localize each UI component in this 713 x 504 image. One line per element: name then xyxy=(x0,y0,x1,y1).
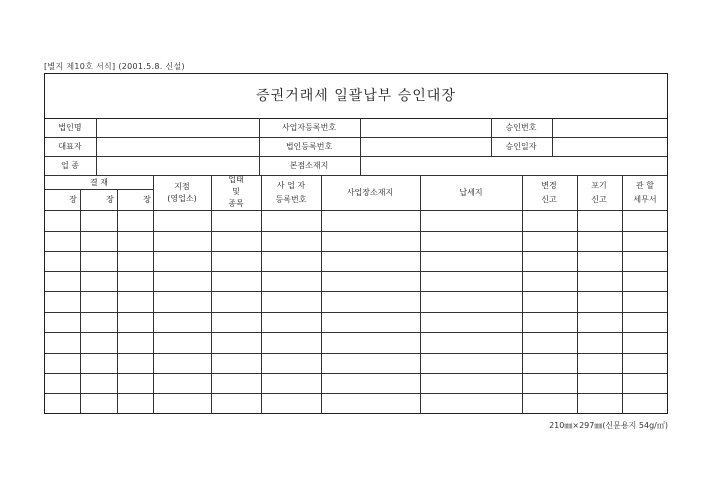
paper-spec: 210㎜×297㎜(신문용지 54g/㎡) xyxy=(549,421,668,430)
label-biz-reg-no: 사업자등록번호 xyxy=(281,123,337,132)
info-col-line xyxy=(360,118,361,175)
info-row-line xyxy=(45,137,667,138)
table-row-line xyxy=(45,231,667,232)
info-col-line xyxy=(96,118,97,175)
form-note: [별지 제10호 서식] (2001.5.8. 신설) xyxy=(44,62,185,71)
info-row-line xyxy=(45,175,667,176)
info-col-line xyxy=(259,118,260,175)
label-corp-name: 법인명 xyxy=(58,123,82,132)
header-approval-cell: 장 xyxy=(143,195,151,204)
table-row-line xyxy=(45,393,667,394)
label-representative: 대표자 xyxy=(58,142,82,151)
header-office: 관 할 xyxy=(636,181,654,190)
info-col-line xyxy=(491,118,492,156)
header-abandon: 신고 xyxy=(591,195,607,204)
col-line xyxy=(117,189,118,413)
col-line xyxy=(522,175,523,413)
header-business: 업태 xyxy=(228,175,244,184)
header-change: 신고 xyxy=(541,195,557,204)
header-business: 종목 xyxy=(228,199,244,208)
approval-ledger-form xyxy=(44,73,668,414)
header-branch: (영업소) xyxy=(167,194,197,203)
header-business: 및 xyxy=(232,187,240,196)
table-row-line xyxy=(45,312,667,313)
col-line xyxy=(622,175,623,413)
label-approval-date: 승인일자 xyxy=(505,142,537,151)
label-business-type: 업 종 xyxy=(61,161,79,170)
col-line xyxy=(261,175,262,413)
header-abandon: 포기 xyxy=(591,181,607,190)
header-branch: 지점 xyxy=(174,182,190,191)
col-line xyxy=(420,175,421,413)
table-row-line xyxy=(45,373,667,374)
col-line xyxy=(153,175,154,413)
header-approval-cell: 장 xyxy=(69,195,77,204)
col-line xyxy=(211,175,212,413)
col-line xyxy=(321,175,322,413)
header-taxpayer: 납세지 xyxy=(459,188,483,197)
label-approval-no: 승인번호 xyxy=(505,123,537,132)
header-bottom-line xyxy=(45,210,667,211)
header-approval-cell: 장 xyxy=(106,195,114,204)
header-change: 변경 xyxy=(541,181,557,190)
info-row-line xyxy=(45,156,667,157)
header-approval: 결 재 xyxy=(90,178,108,187)
header-biz-no: 등록번호 xyxy=(275,195,307,204)
table-row-line xyxy=(45,291,667,292)
table-row-line xyxy=(45,353,667,354)
label-corp-reg-no: 법인등록번호 xyxy=(285,142,333,151)
form-title: 증권거래세 일괄납부 승인대장 xyxy=(45,74,667,119)
table-row-line xyxy=(45,332,667,333)
header-biz-no: 사 업 자 xyxy=(276,181,306,190)
label-hq-address: 본점소재지 xyxy=(289,161,329,170)
header-address: 사업장소재지 xyxy=(346,188,394,197)
col-line xyxy=(80,189,81,413)
table-row-line xyxy=(45,271,667,272)
info-col-line xyxy=(552,118,553,156)
approval-split-line xyxy=(45,189,153,190)
col-line xyxy=(577,175,578,413)
table-row-line xyxy=(45,251,667,252)
header-office: 세무서 xyxy=(633,195,657,204)
